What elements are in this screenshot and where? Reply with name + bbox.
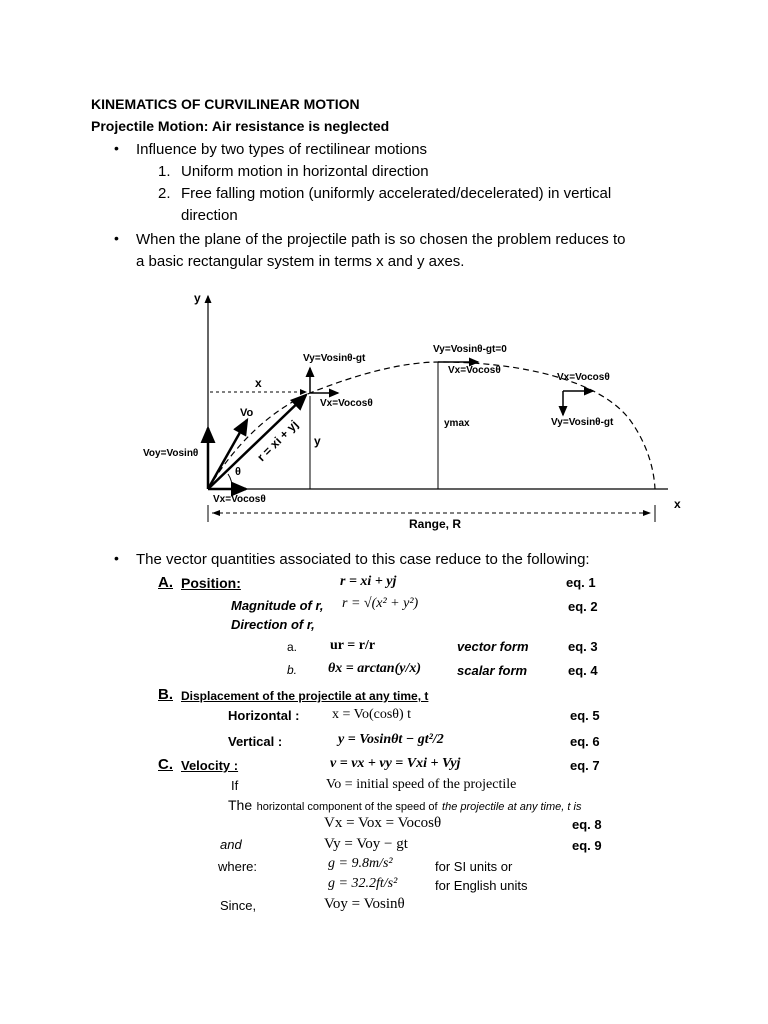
eq-tag: eq. 4 — [568, 663, 598, 678]
eq-tag: eq. 1 — [566, 575, 596, 590]
eq-tag: eq. 8 — [572, 817, 602, 832]
form-label: vector form — [457, 639, 529, 654]
description-tail: the projectile at any time, t is — [442, 801, 582, 813]
list-item: Free falling motion (uniformly accelerated/decelerated) in vertical — [181, 185, 612, 202]
label: and — [220, 837, 242, 852]
equation: g = 9.8m/s² — [328, 856, 393, 871]
definition: Vo = initial speed of the projectile — [326, 777, 517, 792]
vx-origin-label: Vx=Vocosθ — [213, 494, 266, 505]
equation: Vy = Voy − gt — [324, 836, 408, 852]
eq-tag: eq. 9 — [572, 838, 602, 853]
equation: ur = r/r — [330, 638, 376, 653]
label: Direction of r, — [231, 617, 315, 632]
vo-vector — [208, 420, 247, 489]
bullet-text: Influence by two types of rectilinear motions — [136, 141, 427, 158]
section-heading: Displacement of the projectile at any time, t — [181, 689, 429, 703]
equation: x = Vo(cosθ) t — [332, 707, 412, 722]
bullet-dot: • — [114, 230, 119, 246]
label: If — [231, 778, 239, 793]
list-num: 2. — [158, 185, 171, 202]
label: Since, — [220, 898, 257, 913]
section-heading: Position: — [181, 575, 241, 591]
bullet-dot: • — [114, 550, 119, 566]
section-letter: B. — [158, 686, 173, 703]
label: Vertical : — [228, 734, 283, 749]
eq-tag: eq. 6 — [570, 734, 600, 749]
eq-tag: eq. 2 — [568, 599, 598, 614]
vx-point1-label: Vx=Vocosθ — [320, 398, 373, 409]
label: where: — [218, 859, 258, 874]
vo-label: Vo — [240, 407, 254, 419]
theta-arc — [228, 474, 232, 489]
description-lead: The — [228, 797, 253, 813]
description — [228, 797, 581, 815]
page-title: KINEMATICS OF CURVILINEAR MOTION — [91, 96, 360, 112]
projectile-diagram — [0, 280, 768, 540]
label: Magnitude of r, — [231, 598, 324, 613]
bullet-text: When the plane of the projectile path is so chosen the problem reduces to — [136, 231, 626, 248]
sub-label: a. — [287, 640, 298, 654]
equation: r = xi + yj — [340, 574, 397, 589]
y-axis-label: y — [194, 291, 201, 305]
vy-point1-label: Vy=Vosinθ-gt — [303, 353, 366, 364]
ymax-label: ymax — [444, 418, 470, 429]
list-num: 1. — [158, 163, 171, 180]
voy-label: Voy=Vosinθ — [143, 448, 199, 459]
x-axis-label: x — [674, 497, 681, 511]
section-letter: A. — [158, 574, 173, 591]
bullet-text: The vector quantities associated to this case reduce to the following: — [136, 551, 590, 568]
vy-top-label: Vy=Vosinθ-gt=0 — [433, 344, 507, 355]
list-item: Uniform motion in horizontal direction — [181, 163, 429, 180]
bullet-dot: • — [114, 140, 119, 156]
y-distance-label: y — [314, 434, 321, 448]
r-vector — [208, 395, 306, 489]
vy-right-label: Vy=Vosinθ-gt — [551, 417, 614, 428]
eq-tag: eq. 5 — [570, 708, 600, 723]
range-label: Range, R — [409, 517, 462, 531]
x-distance-label: x — [255, 376, 262, 390]
vx-right-label: Vx=Vocosθ — [557, 372, 610, 383]
sub-label: b. — [287, 663, 298, 677]
section-letter: C. — [158, 756, 173, 773]
note: for English units — [435, 878, 528, 893]
list-item: direction — [181, 207, 238, 224]
label: Horizontal : — [228, 708, 300, 723]
eq-tag: eq. 7 — [570, 758, 600, 773]
equation: Voy = Vosinθ — [324, 896, 405, 912]
section-heading: Velocity : — [181, 758, 239, 773]
vx-top-label: Vx=Vocosθ — [448, 365, 501, 376]
note: for SI units or — [435, 859, 513, 874]
theta-label: θ — [235, 466, 241, 478]
equation: θx = arctan(y/x) — [328, 661, 422, 676]
equation: g = 32.2ft/s² — [328, 876, 398, 891]
equation: Vx = Vox = Vocosθ — [324, 815, 442, 831]
r-vector-label: r = xi + yj — [254, 417, 301, 465]
form-label: scalar form — [457, 663, 528, 678]
eq-tag: eq. 3 — [568, 639, 598, 654]
equation: y = Vosinθt − gt²/2 — [338, 732, 444, 747]
equation: v = vx + vy = Vxi + Vyj — [330, 756, 461, 771]
description-body: horizontal component of the speed of — [256, 801, 438, 813]
section-subtitle: Projectile Motion: Air resistance is neglected — [91, 118, 390, 134]
equation: r = √(x² + y²) — [342, 596, 419, 611]
bullet-text: a basic rectangular system in terms x and y axes. — [136, 253, 465, 270]
